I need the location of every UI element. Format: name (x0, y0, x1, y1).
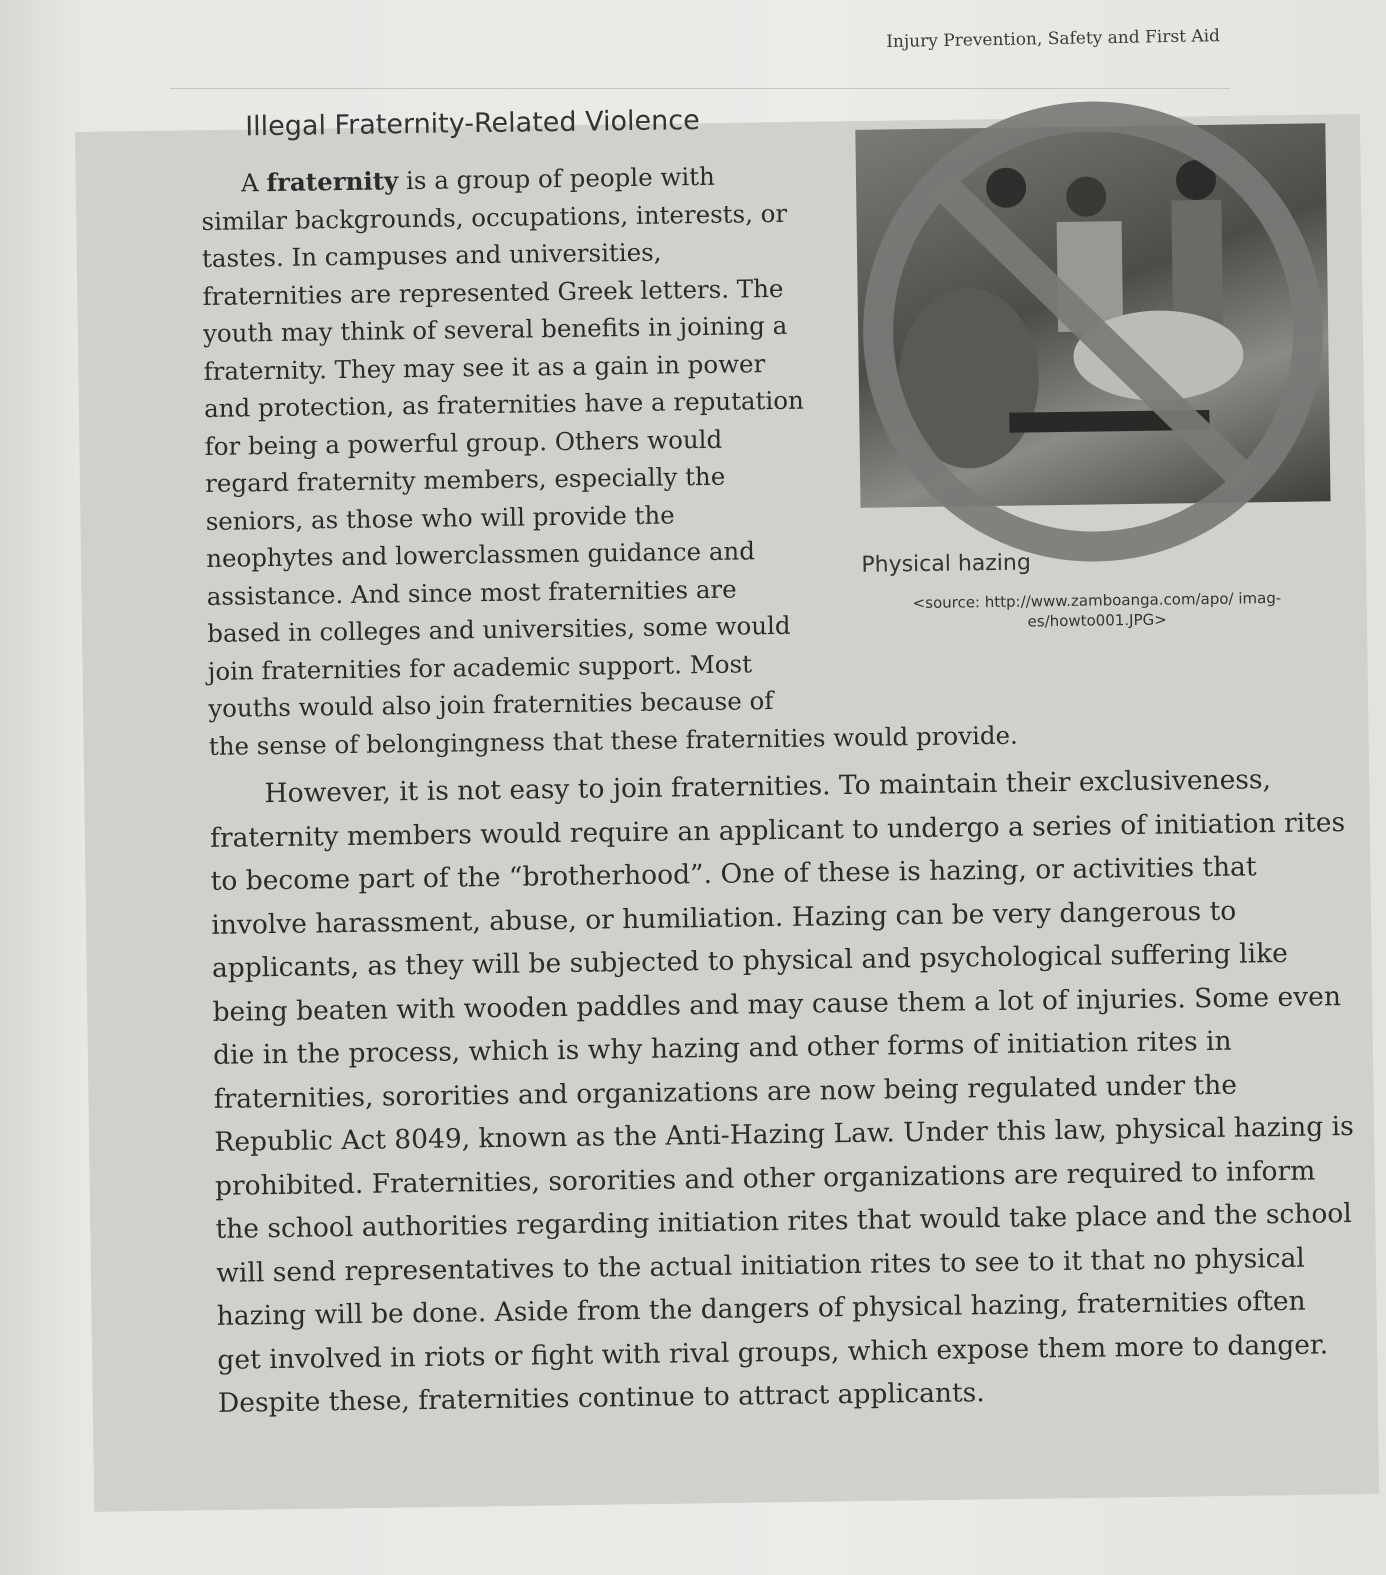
paragraph-1 (201, 149, 1349, 765)
prohibition-sign-icon (855, 123, 1330, 508)
paragraph-2 (209, 757, 1358, 1425)
section-title: Illegal Fraternity-Related Violence (244, 105, 700, 143)
paragraph-1-body: is a group of people with similar backgrounds, occupations, interests, or tastes. In campuses and universities, fraternities are represented Greek letters. The youth may think of several benefits in joining a fraternity. They may see it as a gain in power and protection, as fraternities have a reputation for being a powerful group. Others would regard fraternity members, especially the seniors, as those who will provide the neophytes and lowerclassmen guidance and assistance. And since most fraternities are based in colleges and universities, some would join fraternities for academic support. Most youths would also join fraternities because of the sense of belongingness that these fraternities would provide. (201, 161, 1018, 761)
term-fraternity: fraternity (266, 166, 399, 198)
header-rule (170, 88, 1230, 89)
figure-caption: Physical hazing (861, 550, 1032, 578)
paragraph-1-lead: A (240, 168, 267, 198)
hazing-photo (855, 123, 1330, 508)
figure (820, 118, 1386, 696)
figure-source: <source: http://www.zamboanga.com/apo/ imag-es/howto001.JPG> (912, 588, 1282, 631)
running-header: Injury Prevention, Safety and First Aid (886, 26, 1221, 52)
article (200, 96, 1358, 1425)
paragraph-2-body: However, it is not easy to join fraternities. To maintain their exclusiveness, fraternity members would require an applicant to undergo a series of initiation rites to become part of the “brotherhood”. One of these is hazing, or activities that involve harassment, abuse, or humiliation. Hazing can be very dangerous to applicants, as they will be subjected to physical and psychological suffering like being beaten with wooden paddles and may cause them a lot of injuries. Some even die in the process, which is why hazing and other forms of initiation rites in fraternities, sororities and organizations are now being regulated under the Republic Act 8049, known as the Anti-Hazing Law. Under this law, physical hazing is prohibited. Fraternities, sororities and other organizations are required to inform the school authorities regarding initiation rites that would take place and the school will send representatives to the actual initiation rites to see to it that no physical hazing will be done. Aside from the dangers of physical hazing, fraternities often get involved in riots or fight with rival groups, which expose them more to danger. Despite these, fraternities continue to attract applicants. (209, 764, 1354, 1419)
